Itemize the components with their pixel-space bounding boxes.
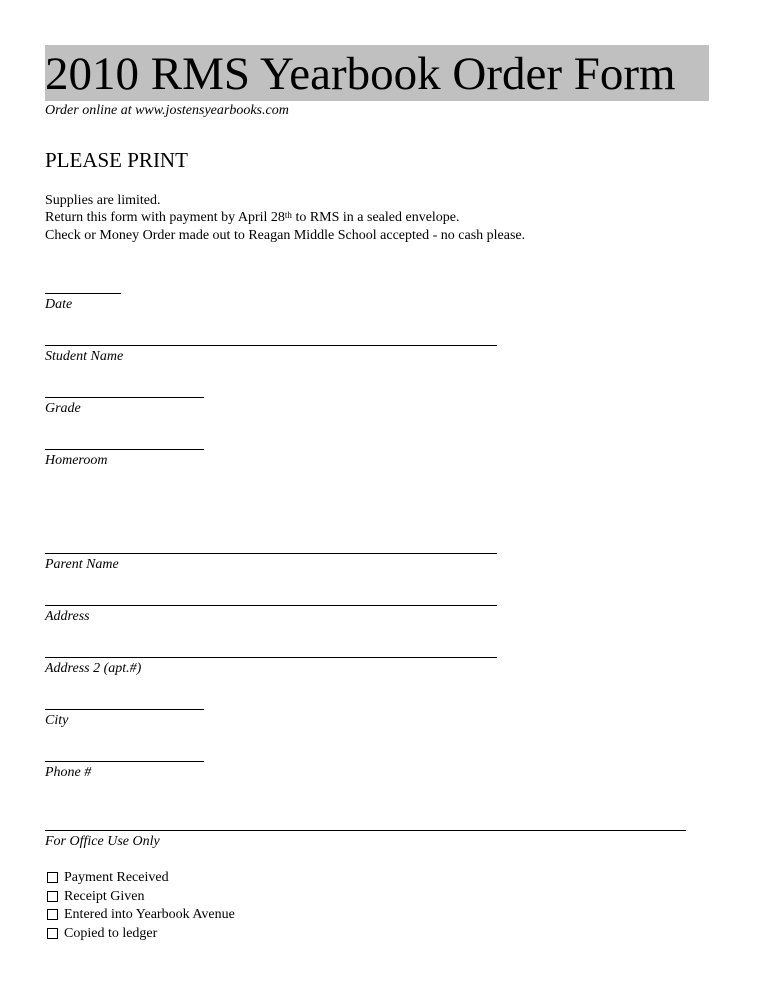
student-name-label: Student Name xyxy=(45,349,124,364)
checkbox-icon[interactable] xyxy=(47,891,58,902)
checkbox-icon[interactable] xyxy=(47,928,58,939)
checkbox-icon[interactable] xyxy=(47,909,58,920)
address2-line[interactable] xyxy=(45,657,497,658)
homeroom-label: Homeroom xyxy=(45,453,108,468)
office-item-payment-received[interactable]: Payment Received xyxy=(45,869,169,886)
city-line[interactable] xyxy=(45,709,204,710)
office-item-receipt-given[interactable]: Receipt Given xyxy=(45,888,144,905)
instruction-return: Return this form with payment by April 28th to RMS in a sealed envelope. xyxy=(45,210,460,225)
address2-label: Address 2 (apt.#) xyxy=(45,661,142,676)
student-name-line[interactable] xyxy=(45,345,497,346)
address-line[interactable] xyxy=(45,605,497,606)
instruction-payment: Check or Money Order made out to Reagan Middle School accepted - no cash please. xyxy=(45,228,526,243)
office-item-copied-to-ledger[interactable]: Copied to ledger xyxy=(45,925,157,942)
office-use-heading: For Office Use Only xyxy=(45,834,160,849)
order-online-note: Order online at www.jostensyearbooks.com xyxy=(45,103,289,118)
date-label: Date xyxy=(45,297,73,312)
phone-label: Phone # xyxy=(45,765,92,780)
instruction-supplies: Supplies are limited. xyxy=(45,193,161,208)
address-label: Address xyxy=(45,609,90,624)
phone-line[interactable] xyxy=(45,761,204,762)
grade-label: Grade xyxy=(45,401,81,416)
office-use-line xyxy=(45,830,686,831)
parent-name-label: Parent Name xyxy=(45,557,119,572)
parent-name-line[interactable] xyxy=(45,553,497,554)
homeroom-line[interactable] xyxy=(45,449,204,450)
city-label: City xyxy=(45,713,69,728)
checkbox-icon[interactable] xyxy=(47,872,58,883)
date-line[interactable] xyxy=(45,293,121,294)
office-item-entered-yearbook-avenue[interactable]: Entered into Yearbook Avenue xyxy=(45,906,235,923)
page-title: 2010 RMS Yearbook Order Form xyxy=(45,48,676,100)
grade-line[interactable] xyxy=(45,397,204,398)
superscript-th: th xyxy=(284,210,292,220)
please-print-heading: PLEASE PRINT xyxy=(45,148,188,172)
